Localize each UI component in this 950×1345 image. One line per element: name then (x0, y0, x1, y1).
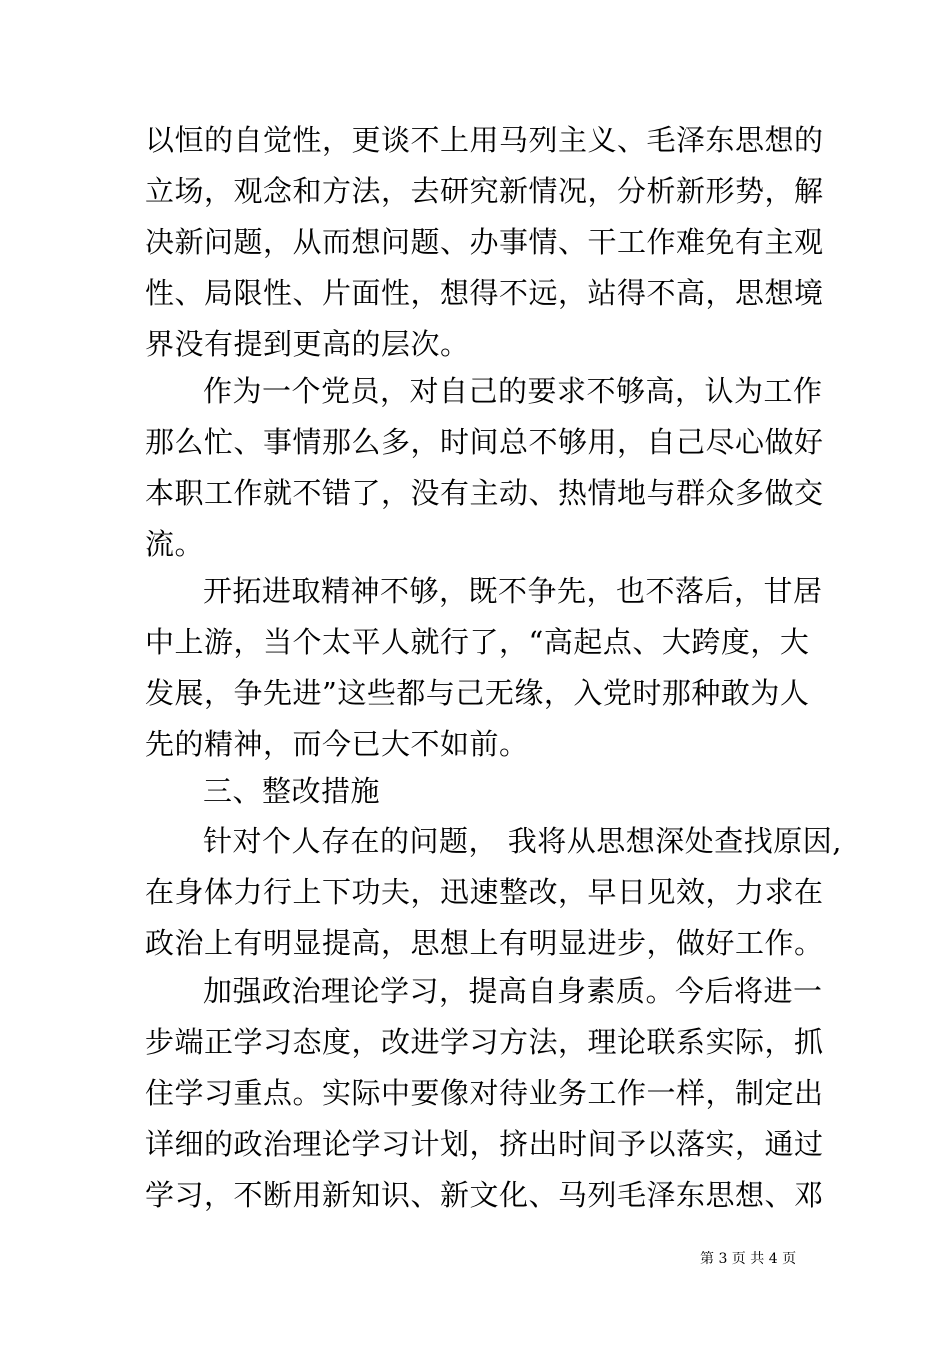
paragraph-start-line: 加强政治理论学习，提高自身素质。今后将进一 (203, 974, 823, 1008)
paragraph-start-line: 针对个人存在的问题， 我将从思想深处查找原因, (203, 824, 842, 858)
text-line: 性、局限性、片面性，想得不远，站得不高，思想境 (145, 276, 824, 310)
text-line: 以恒的自觉性，更谈不上用马列主义、毛泽东思想的 (145, 123, 824, 157)
section-heading: 三、整改措施 (203, 774, 381, 808)
text-line: 界没有提到更高的层次。 (145, 327, 470, 361)
paragraph-start-line: 开拓进取精神不够，既不争先，也不落后，甘居 (203, 574, 823, 608)
text-line: 立场，观念和方法，去研究新情况，分析新形势，解 (145, 174, 824, 208)
text-line: 决新问题，从而想问题、办事情、干工作难免有主观 (145, 225, 824, 259)
text-line: 流。 (145, 527, 205, 561)
text-line: 发展，争先进”这些都与己无缘，入党时那种敢为人 (145, 676, 810, 710)
text-line: 学习，不断用新知识、新文化、马列毛泽东思想、邓 (145, 1178, 824, 1212)
text-line: 本职工作就不错了，没有主动、热情地与群众多做交 (145, 476, 824, 510)
text-line: 政治上有明显提高，思想上有明显进步，做好工作。 (145, 926, 824, 960)
paragraph-start-line: 作为一个党员，对自己的要求不够高，认为工作 (203, 374, 823, 408)
text-line: 在身体力行上下功夫，迅速整改，早日见效，力求在 (145, 875, 824, 909)
text-line: 先的精神，而今已大不如前。 (145, 727, 529, 761)
text-line: 住学习重点。实际中要像对待业务工作一样，制定出 (145, 1076, 824, 1110)
page-number-footer: 第 3 页 共 4 页 (700, 1251, 797, 1267)
text-line: 中上游，当个太平人就行了，“高起点、大跨度，大 (145, 625, 810, 659)
text-line: 那么忙、事情那么多，时间总不够用，自己尽心做好 (145, 425, 824, 459)
text-line: 步端正学习态度，改进学习方法，理论联系实际，抓 (145, 1025, 824, 1059)
text-line: 详细的政治理论学习计划，挤出时间予以落实，通过 (145, 1127, 824, 1161)
